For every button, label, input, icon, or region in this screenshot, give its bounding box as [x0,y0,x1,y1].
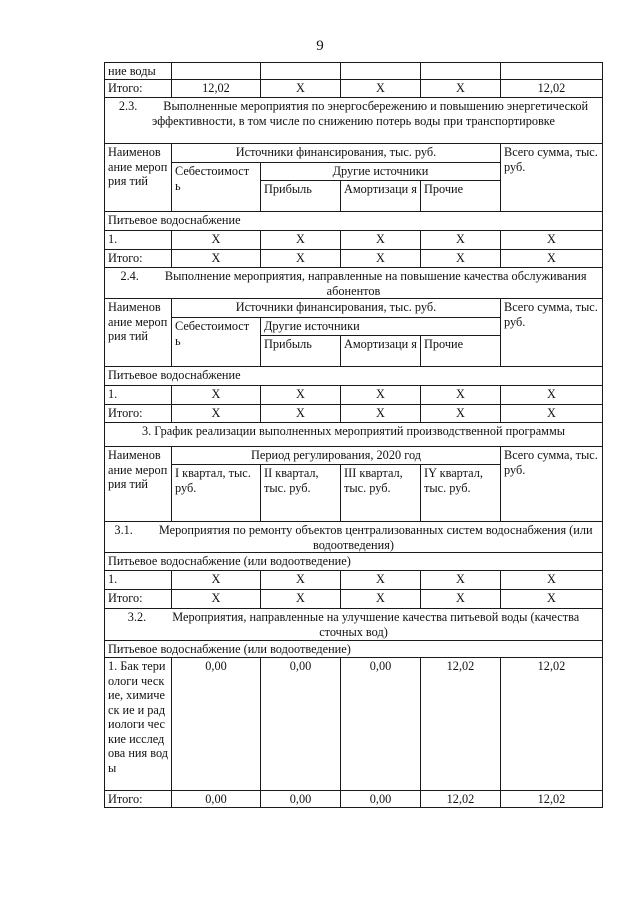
value-cell: Х [172,231,261,250]
table-row [105,386,603,405]
total-cell: Х [501,590,603,609]
value-cell: Х [501,386,603,405]
section-3-title: 3. График реализации выполненных мероприятий производственной программы [105,423,603,447]
header-row [105,144,603,163]
section-heading-row [105,609,603,641]
header-q1: I квартал, тыс. руб. [172,465,261,522]
total-cell: 12,02 [421,791,501,808]
table-row [105,571,603,590]
total-label: Итого: [105,791,172,808]
total-cell: 0,00 [261,791,341,808]
value-cell: 0,00 [261,658,341,791]
header-amortization: Амортизаци я [341,336,421,367]
header-cost: Себестоимост ь [172,163,261,212]
total-cell: Х [341,250,421,268]
section-2-3-title [105,98,603,144]
activity-name-cell: ние воды [105,63,172,80]
value-cell: 12,02 [421,658,501,791]
group-row [105,553,603,571]
table-row [105,63,603,80]
value-cell: Х [172,386,261,405]
section-heading-row [105,268,603,299]
header-profit: Прибыль [261,336,341,367]
header-period: Период регулирования, 2020 год [172,447,501,465]
section-number: 2.3. [118,99,138,113]
header-cost: Себестоимост ь [172,318,261,367]
value-cell: Х [501,231,603,250]
section-title: Мероприятия по ремонту объектов централизованных систем водоснабжения (или водоотведения) [158,523,593,552]
header-other: Прочие [421,181,501,212]
table-row [105,231,603,250]
group-row [105,367,603,386]
group-row [105,641,603,658]
total-cell: 12,02 [172,80,261,98]
section-title: Выполненные мероприятия по энергосбережению и повышению энергетической эффективности, в том числе по снижению потерь воды при транспортировке [152,99,589,128]
value-cell: Х [261,231,341,250]
value-cell: Х [421,386,501,405]
section-number: 3.1. [114,523,133,537]
total-cell: Х [501,250,603,268]
total-cell: Х [501,405,603,423]
section-2-4-title [105,268,603,299]
header-funding-sources: Источники финансирования, тыс. руб. [172,144,501,163]
program-table [104,62,603,808]
value-cell: Х [261,571,341,590]
value-cell: Х [421,231,501,250]
total-row [105,250,603,268]
section-3-2-title [105,609,603,641]
total-cell: Х [341,590,421,609]
section-heading-row [105,98,603,144]
total-row [105,590,603,609]
section-heading-row [105,522,603,553]
total-row [105,405,603,423]
header-activity-name: Наименов ание мероприя тий [105,447,172,522]
section-3-1-title [105,522,603,553]
row-number: 1. [105,571,172,590]
value-cell: 0,00 [341,658,421,791]
row-number: 1. [105,386,172,405]
total-label: Итого: [105,80,172,98]
section-number: 3.2. [127,610,147,624]
group-row [105,212,603,231]
header-other-sources: Другие источники [261,163,501,181]
total-cell: Х [261,250,341,268]
total-cell: Х [172,250,261,268]
total-cell: Х [172,590,261,609]
value-cell: 0,00 [172,658,261,791]
value-cell: Х [421,571,501,590]
value-cell: Х [501,571,603,590]
section-title: Мероприятия, направленные на улучшение качества питьевой воды (качества сточных вод) [172,610,580,639]
section-title: Выполнение мероприятия, направленные на повышение качества обслуживания абонентов [164,269,587,298]
total-cell: 0,00 [172,791,261,808]
total-label: Итого: [105,250,172,268]
header-other: Прочие [421,336,501,367]
group-label: Питьевое водоснабжение (или водоотведение) [105,553,603,571]
header-activity-name: Наименов ание мероприя тий [105,144,172,212]
header-q3: III квартал, тыс. руб. [341,465,421,522]
group-label: Питьевое водоснабжение (или водоотведение) [105,641,603,658]
value-cell: Х [341,231,421,250]
total-cell: Х [261,590,341,609]
header-funding-sources: Источники финансирования, тыс. руб. [172,299,501,318]
total-label: Итого: [105,590,172,609]
value-cell: Х [341,571,421,590]
header-total-sum: Всего сумма, тыс. руб. [501,144,603,212]
header-row [105,299,603,318]
value-cell: Х [172,571,261,590]
total-cell: 12,02 [501,80,603,98]
activity-name-cell: 1. Бак териологи ческие, химическ ие и радиологи ческие исследова ния воды [105,658,172,791]
value-cell: Х [341,386,421,405]
header-total-sum: Всего сумма, тыс. руб. [501,447,603,522]
group-label: Питьевое водоснабжение [105,367,603,386]
table-row [105,658,603,791]
total-cell: Х [341,80,421,98]
row-number: 1. [105,231,172,250]
total-row [105,80,603,98]
header-q2: II квартал, тыс. руб. [261,465,341,522]
total-cell: Х [341,405,421,423]
section-number: 2.4. [120,269,139,283]
section-heading-row [105,423,603,447]
header-total-sum: Всего сумма, тыс. руб. [501,299,603,367]
group-label: Питьевое водоснабжение [105,212,603,231]
header-amortization: Амортизаци я [341,181,421,212]
header-activity-name: Наименов ание мероприя тий [105,299,172,367]
total-cell: Х [421,405,501,423]
total-label: Итого: [105,405,172,423]
total-cell: 0,00 [341,791,421,808]
total-cell: Х [421,590,501,609]
value-cell: 12,02 [501,658,603,791]
header-profit: Прибыль [261,181,341,212]
page-number: 9 [316,38,324,54]
value-cell: Х [261,386,341,405]
header-other-sources: Другие источники [261,318,501,336]
total-cell: Х [172,405,261,423]
total-cell: Х [421,250,501,268]
total-row [105,791,603,808]
total-cell: 12,02 [501,791,603,808]
total-cell: Х [421,80,501,98]
header-q4: IY квартал, тыс. руб. [421,465,501,522]
total-cell: Х [261,405,341,423]
total-cell: Х [261,80,341,98]
header-row [105,447,603,465]
